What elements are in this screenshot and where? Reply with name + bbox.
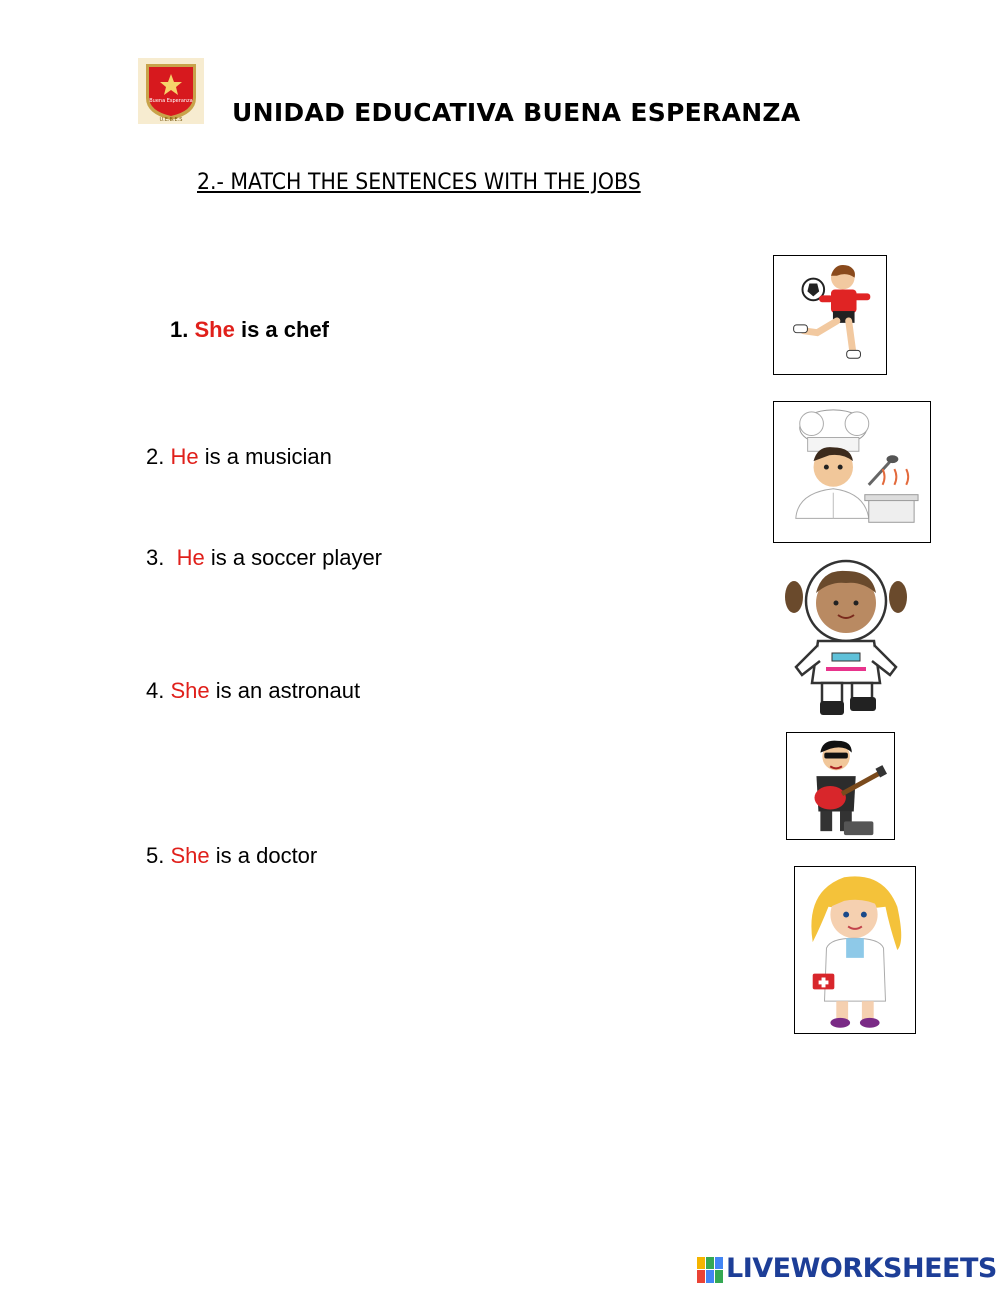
sentence-pronoun: He bbox=[176, 545, 205, 570]
chef-picture[interactable] bbox=[773, 401, 931, 543]
svg-text:U.E.B.E.S: U.E.B.E.S bbox=[159, 117, 183, 123]
sentence-number: 4. bbox=[146, 678, 165, 703]
sentence-4 bbox=[146, 678, 360, 704]
sentence-pronoun: She bbox=[170, 843, 210, 868]
school-title: UNIDAD EDUCATIVA BUENA ESPERANZA bbox=[232, 98, 801, 127]
musician-picture[interactable] bbox=[786, 732, 895, 840]
sentence-text: is a doctor bbox=[209, 843, 318, 868]
sentence-number: 3. bbox=[146, 545, 165, 570]
sentence-2 bbox=[146, 444, 332, 470]
sentence-number: 5. bbox=[146, 843, 165, 868]
astronaut-picture[interactable] bbox=[782, 557, 912, 717]
svg-text:Buena Esperanza: Buena Esperanza bbox=[149, 98, 193, 104]
sentence-pronoun: She bbox=[194, 317, 235, 342]
school-logo bbox=[138, 58, 204, 124]
sentence-text: is an astronaut bbox=[209, 678, 361, 703]
doctor-picture[interactable] bbox=[794, 866, 916, 1034]
sentence-pronoun: She bbox=[170, 678, 210, 703]
sentence-1 bbox=[170, 317, 329, 343]
sentence-text: is a musician bbox=[198, 444, 332, 469]
sentence-number: 2. bbox=[146, 444, 165, 469]
exercise-instruction: 2.- MATCH THE SENTENCES WITH THE JOBS bbox=[197, 170, 641, 195]
sentence-text: is a chef bbox=[234, 317, 329, 342]
sentence-pronoun: He bbox=[170, 444, 199, 469]
liveworksheets-brand[interactable]: LIVEWORKSHEETS bbox=[726, 1253, 997, 1284]
soccer-player-picture[interactable] bbox=[773, 255, 887, 375]
sentence-3 bbox=[146, 545, 382, 571]
sentence-text: is a soccer player bbox=[204, 545, 383, 570]
sentence-number: 1. bbox=[170, 317, 189, 342]
liveworksheets-logo-icon bbox=[697, 1257, 723, 1283]
sentence-5 bbox=[146, 843, 317, 869]
